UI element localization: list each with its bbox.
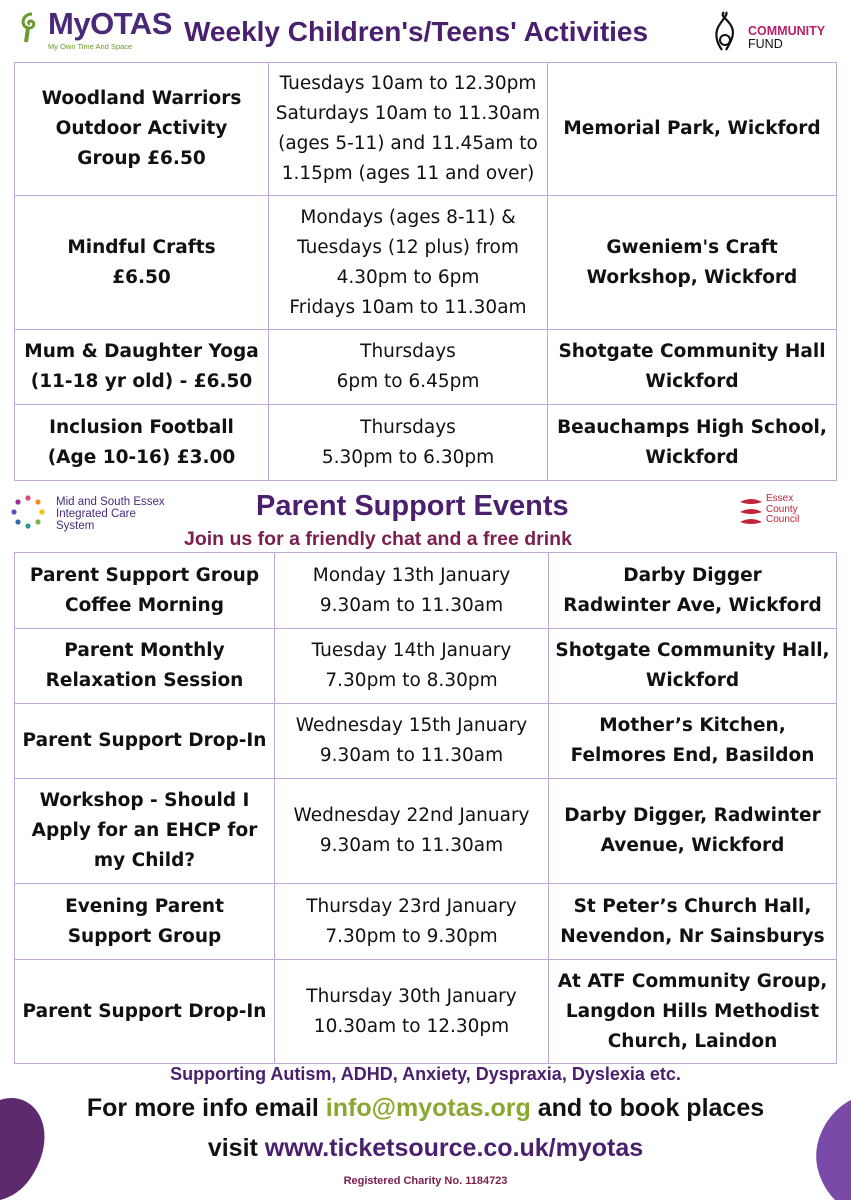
ics-line1: Mid and South Essex bbox=[56, 496, 165, 508]
table-row bbox=[15, 629, 837, 704]
table-row bbox=[15, 196, 837, 330]
activity-cell: Mum & Daughter Yoga (11-18 yr old) - £6.50 bbox=[15, 330, 269, 405]
myotas-logo bbox=[18, 6, 172, 54]
community-fund-line2: FUND bbox=[748, 37, 783, 51]
activity-cell: Inclusion Football (Age 10-16) £3.00 bbox=[15, 405, 269, 481]
time-cell: Thursday 30th January 10.30am to 12.30pm bbox=[275, 960, 549, 1064]
logo-name: MyOTAS bbox=[48, 6, 172, 41]
time-cell: Thursday 23rd January 7.30pm to 9.30pm bbox=[275, 884, 549, 960]
table-row bbox=[15, 405, 837, 481]
info-line bbox=[0, 1094, 851, 1123]
ecc-line3: Council bbox=[766, 514, 800, 525]
event-cell: Parent Support Drop-In bbox=[15, 960, 275, 1064]
section-subtitle: Join us for a friendly chat and a free drink bbox=[184, 528, 572, 550]
community-fund-text bbox=[748, 25, 840, 51]
location-cell: St Peter’s Church Hall, Nevendon, Nr Sainsburys bbox=[549, 884, 837, 960]
event-cell: Workshop - Should I Apply for an EHCP for my Child? bbox=[15, 779, 275, 884]
parent-support-header bbox=[0, 484, 851, 550]
location-cell: Gweniem's Craft Workshop, Wickford bbox=[548, 196, 837, 330]
table-row bbox=[15, 960, 837, 1064]
crossed-fingers-icon bbox=[710, 10, 744, 52]
ecc-text bbox=[766, 494, 799, 526]
location-cell: Darby Digger Radwinter Ave, Wickford bbox=[549, 553, 837, 629]
ecc-line1: Essex bbox=[766, 493, 794, 504]
time-cell: Tuesday 14th January 7.30pm to 8.30pm bbox=[275, 629, 549, 704]
event-cell: Parent Monthly Relaxation Session bbox=[15, 629, 275, 704]
activity-cell: Mindful Crafts £6.50 bbox=[15, 196, 269, 330]
time-cell: Thursdays 6pm to 6.45pm bbox=[269, 330, 548, 405]
info-suffix: and to book places bbox=[530, 1094, 765, 1122]
location-cell: Memorial Park, Wickford bbox=[548, 63, 837, 196]
event-cell: Evening Parent Support Group bbox=[15, 884, 275, 960]
ics-line3: System bbox=[56, 520, 95, 532]
community-fund-logo bbox=[710, 8, 840, 56]
table-row bbox=[15, 63, 837, 196]
table-row bbox=[15, 704, 837, 779]
location-cell: Darby Digger, Radwinter Avenue, Wickford bbox=[549, 779, 837, 884]
weekly-activities-table bbox=[14, 62, 837, 481]
dotted-circle-icon bbox=[10, 494, 46, 530]
location-cell: At ATF Community Group, Langdon Hills Methodist Church, Laindon bbox=[549, 960, 837, 1064]
location-cell: Shotgate Community Hall, Wickford bbox=[549, 629, 837, 704]
charity-number: Registered Charity No. 1184723 bbox=[343, 1175, 508, 1187]
time-cell: Wednesday 22nd January 9.30am to 11.30am bbox=[275, 779, 549, 884]
time-cell: Thursdays 5.30pm to 6.30pm bbox=[269, 405, 548, 481]
visit-line bbox=[0, 1134, 851, 1163]
seaxes-icon bbox=[738, 496, 764, 528]
parent-events-table bbox=[14, 552, 837, 1064]
table-row bbox=[15, 330, 837, 405]
ics-line2: Integrated Care bbox=[56, 508, 136, 520]
table-row bbox=[15, 553, 837, 629]
email-link[interactable]: info@myotas.org bbox=[325, 1094, 531, 1122]
event-cell: Parent Support Drop-In bbox=[15, 704, 275, 779]
event-cell: Parent Support Group Coffee Morning bbox=[15, 553, 275, 629]
time-cell: Monday 13th January 9.30am to 11.30am bbox=[275, 553, 549, 629]
page-title: Weekly Children's/Teens' Activities bbox=[184, 16, 649, 47]
community-fund-line1: COMMUNITY bbox=[748, 24, 826, 38]
visit-prefix: visit bbox=[207, 1134, 265, 1162]
logo-tagline: My Own Time And Space bbox=[48, 42, 133, 51]
table-row bbox=[15, 779, 837, 884]
time-cell: Wednesday 15th January 9.30am to 11.30am bbox=[275, 704, 549, 779]
page-header bbox=[0, 0, 851, 62]
location-cell: Beauchamps High School, Wickford bbox=[548, 405, 837, 481]
time-cell: Tuesdays 10am to 12.30pm Saturdays 10am to 11.30am (ages 5-11) and 11.45am to 1.15pm (ages 11 and over) bbox=[269, 63, 548, 196]
supporting-conditions: Supporting Autism, ADHD, Anxiety, Dyspraxia, Dyslexia etc. bbox=[170, 1064, 681, 1084]
time-cell: Mondays (ages 8-11) & Tuesdays (12 plus) from 4.30pm to 6pm Fridays 10am to 11.30am bbox=[269, 196, 548, 330]
ecc-line2: County bbox=[766, 503, 798, 515]
info-prefix: For more info email bbox=[86, 1094, 326, 1122]
table-row bbox=[15, 884, 837, 960]
ics-text bbox=[56, 496, 165, 532]
integrated-care-system-logo bbox=[10, 492, 190, 532]
activity-cell: Woodland Warriors Outdoor Activity Group £6.50 bbox=[15, 63, 269, 196]
location-cell: Shotgate Community Hall Wickford bbox=[548, 330, 837, 405]
location-cell: Mother’s Kitchen, Felmores End, Basildon bbox=[549, 704, 837, 779]
section-title: Parent Support Events bbox=[256, 490, 569, 522]
ticketsource-link[interactable]: www.ticketsource.co.uk/myotas bbox=[264, 1134, 644, 1162]
essex-county-council-logo bbox=[738, 494, 838, 534]
swirl-logo-icon bbox=[18, 10, 48, 44]
